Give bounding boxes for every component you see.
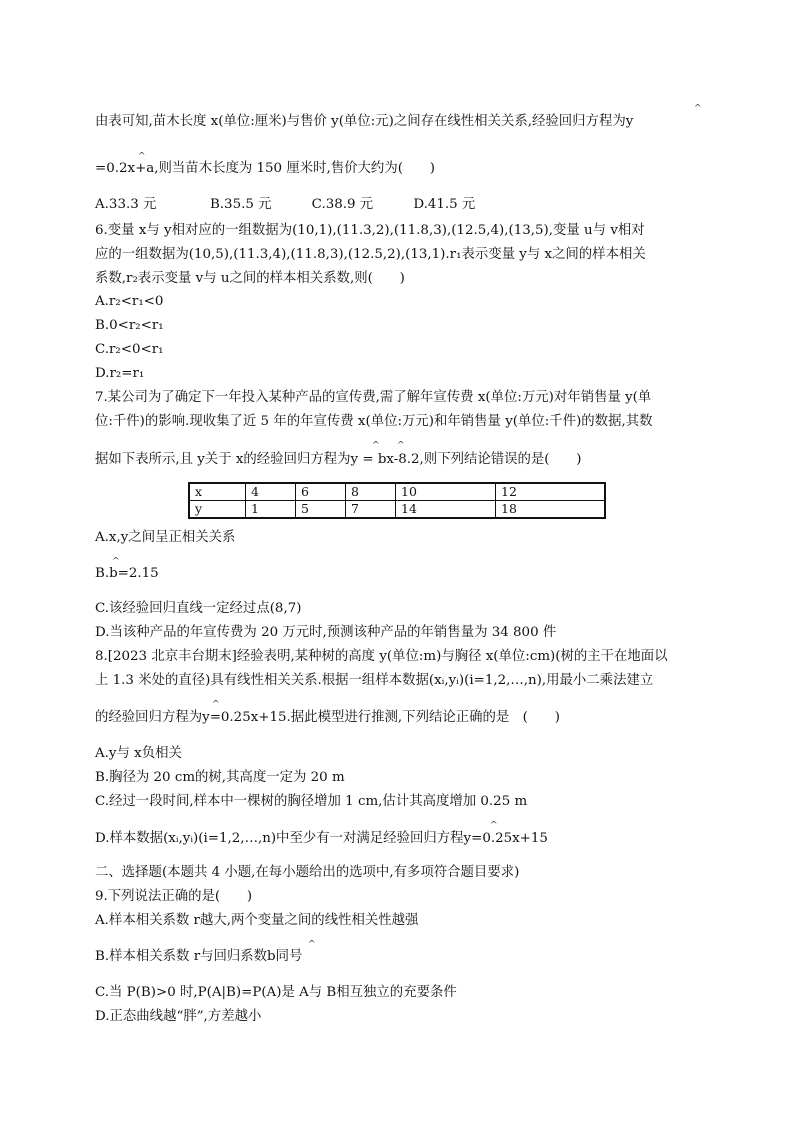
hat-mark: ^ [112, 557, 120, 567]
q8-option-c: C.经过一段时间,样本中一棵树的胸径增加 1 cm,估计其高度增加 0.25 m [95, 794, 528, 809]
q6-stem-line3: 系数,r₂表示变量 v与 u之间的样本相关系数,则( ) [95, 271, 405, 286]
q9-stem: 9.下列说法正确的是( ) [95, 889, 253, 904]
table-cell: 1 [246, 501, 296, 519]
q7-data-table [188, 482, 606, 519]
q7-option-d: D.当该种产品的年宣传费为 20 万元时,预测该种产品的年销售量为 34 800 件 [95, 625, 557, 640]
q8-stem-line1: 8.[2023 北京丰台期末]经验表明,某种树的高度 y(单位:m)与胸径 x(单位:cm)(树的主干在地面以 [95, 649, 668, 664]
q7-option-c: C.该经验回归直线一定经过点(8,7) [95, 601, 302, 616]
q9-option-a: A.样本相关系数 r越大,两个变量之间的线性相关性越强 [95, 913, 419, 928]
q5-text-line1: 由表可知,苗木长度 x(单位:厘米)与售价 y(单位:元)之间存在线性相关关系,经验回归方程为y [95, 114, 634, 129]
table-cell: x [189, 483, 246, 501]
hat-mark: ^ [694, 104, 702, 114]
table-cell: 7 [346, 501, 396, 519]
hat-mark: ^ [138, 152, 146, 162]
q6-stem-line2: 应的一组数据为(10,5),(11.3,4),(11.8,3),(12.5,2),(13,1).r₁表示变量 y与 x之间的样本相关 [95, 247, 646, 262]
table-cell: 4 [246, 483, 296, 501]
hat-mark: ^ [212, 700, 220, 710]
q9-option-b: B.样本相关系数 r与回归系数b同号 [95, 949, 303, 964]
q7-stem-line3: 据如下表所示,且 y关于 x的经验回归方程为y = bx-8.2,则下列结论错误的是( ) [95, 452, 582, 467]
q8-stem-line3: 的经验回归方程为y=0.25x+15.据此模型进行推测,下列结论正确的是 ( ) [95, 710, 560, 725]
section-heading: 二、选择题(本题共 4 小题,在每小题给出的选项中,有多项符合题目要求) [95, 865, 520, 880]
q5-options: A.33.3 元 B.35.5 元 C.38.9 元 D.41.5 元 [95, 197, 476, 212]
table-cell: y [189, 501, 246, 519]
table-cell: 8 [346, 483, 396, 501]
table-cell: 18 [496, 501, 606, 519]
q7-stem-line1: 7.某公司为了确定下一年投入某种产品的宣传费,需了解年宣传费 x(单位:万元)对年销售量 y(单 [95, 390, 652, 405]
hat-mark: ^ [490, 821, 498, 831]
q7-option-b: B.b=2.15 [95, 566, 159, 581]
hat-mark: ^ [397, 441, 405, 451]
q8-option-d: D.样本数据(xᵢ,yᵢ)(i=1,2,…,n)中至少有一对满足经验回归方程y=0.25x+15 [95, 831, 548, 846]
hat-mark: ^ [308, 940, 316, 950]
q9-option-d: D.正态曲线越“胖”,方差越小 [95, 1009, 262, 1024]
q6-option-d: D.r₂=r₁ [95, 366, 145, 381]
q6-option-a: A.r₂<r₁<0 [95, 294, 164, 309]
table-cell: 12 [496, 483, 606, 501]
table-cell: 14 [396, 501, 496, 519]
q6-stem-line1: 6.变量 x与 y相对应的一组数据为(10,1),(11.3,2),(11.8,3),(12.5,4),(13,5),变量 u与 v相对 [95, 223, 645, 238]
q9-option-c: C.当 P(B)>0 时,P(A|B)=P(A)是 A与 B相互独立的充要条件 [95, 985, 457, 1000]
q5-text-line2: =0.2x+a,则当苗木长度为 150 厘米时,售价大约为( ) [95, 161, 435, 176]
table-cell: 6 [296, 483, 346, 501]
table-cell: 5 [296, 501, 346, 519]
table-cell: 10 [396, 483, 496, 501]
hat-mark: ^ [372, 441, 380, 451]
q8-option-a: A.y与 x负相关 [95, 746, 182, 761]
q7-option-a: A.x,y之间呈正相关关系 [95, 530, 236, 545]
q8-option-b: B.胸径为 20 cm的树,其高度一定为 20 m [95, 770, 345, 785]
table-row-y [189, 501, 605, 519]
q6-option-b: B.0<r₂<r₁ [95, 318, 164, 333]
q8-stem-line2: 上 1.3 米处的直径)具有线性相关关系.根据一组样本数据(xᵢ,yᵢ)(i=1,2,…,n),用最小二乘法建立 [95, 673, 654, 688]
q7-stem-line2: 位:千件)的影响.现收集了近 5 年的年宣传费 x(单位:万元)和年销售量 y(单位:千件)的数据,其数 [95, 414, 653, 429]
q6-option-c: C.r₂<0<r₁ [95, 342, 164, 357]
table-row-x [189, 483, 605, 501]
